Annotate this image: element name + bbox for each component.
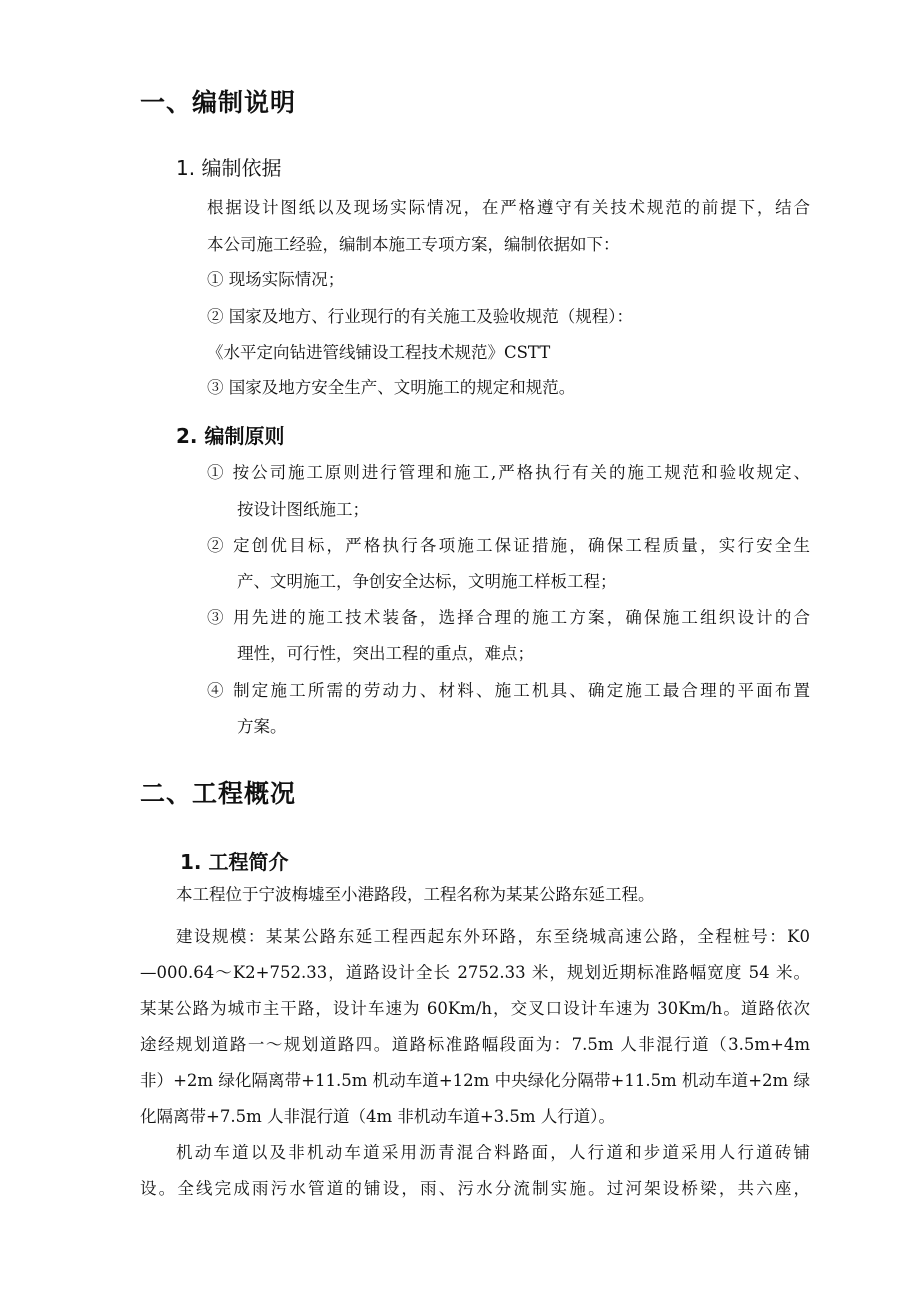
list-item: ③ 用先进的施工技术装备，选择合理的施工方案，确保施工组织设计的合	[207, 608, 810, 627]
paragraph-line: 非）+2m 绿化隔离带+11.5m 机动车道+12m 中央绿化分隔带+11.5m 机动车道+2m 绿	[140, 1071, 810, 1090]
list-item-continuation: 按设计图纸施工；	[237, 500, 369, 519]
list-item: ④ 制定施工所需的劳动力、材料、施工机具、确定施工最合理的平面布置	[207, 681, 810, 700]
paragraph-line: —000.64～K2+752.33，道路设计全长 2752.33 米，规划近期标准路幅宽度 54 米。	[140, 963, 810, 982]
paragraph-line: 本公司施工经验，编制本施工专项方案，编制依据如下：	[207, 235, 620, 254]
list-item-continuation: 方案。	[237, 717, 287, 736]
paragraph-line: 设。全线完成雨污水管道的铺设，雨、污水分流制实施。过河架设桥梁，共六座，	[140, 1179, 810, 1198]
list-item: 《水平定向钻进管线铺设工程技术规范》CSTT	[207, 343, 551, 362]
list-item: ③ 国家及地方安全生产、文明施工的规定和规范。	[207, 378, 576, 397]
paragraph-line: 根据设计图纸以及现场实际情况，在严格遵守有关技术规范的前提下，结合	[207, 198, 810, 217]
section-1-heading: 一、编制说明	[140, 88, 297, 117]
paragraph-line: 机动车道以及非机动车道采用沥青混合料路面，人行道和步道采用人行道砖铺	[176, 1143, 810, 1162]
list-item-continuation: 产、文明施工，争创安全达标，文明施工样板工程；	[237, 572, 617, 591]
paragraph-line: 建设规模：某某公路东延工程西起东外环路，东至绕城高速公路，全程桩号：K0	[176, 927, 810, 946]
paragraph-line: 本工程位于宁波梅墟至小港路段，工程名称为某某公路东延工程。	[176, 885, 655, 904]
section-2-1-heading: 1. 工程简介	[180, 850, 289, 874]
paragraph-line: 途经规划道路一～规划道路四。道路标准路幅段面为：7.5m 人非混行道（3.5m+4m	[140, 1035, 810, 1054]
list-item: ① 现场实际情况；	[207, 270, 345, 289]
list-item: ② 定创优目标，严格执行各项施工保证措施，确保工程质量，实行安全生	[207, 536, 810, 555]
list-item: ① 按公司施工原则进行管理和施工,严格执行有关的施工规范和验收规定、	[207, 463, 810, 482]
list-item: ② 国家及地方、行业现行的有关施工及验收规范（规程）：	[207, 307, 633, 326]
paragraph-line: 化隔离带+7.5m 人非混行道（4m 非机动车道+3.5m 人行道）。	[140, 1107, 616, 1126]
section-2-heading: 二、工程概况	[140, 779, 297, 808]
paragraph-line: 某某公路为城市主干路，设计车速为 60Km/h，交叉口设计车速为 30Km/h。道路依次	[140, 999, 810, 1018]
list-item-continuation: 理性，可行性，突出工程的重点，难点；	[237, 644, 534, 663]
section-1-2-heading: 2. 编制原则	[176, 424, 285, 448]
section-1-1-heading: 1. 编制依据	[176, 156, 282, 180]
